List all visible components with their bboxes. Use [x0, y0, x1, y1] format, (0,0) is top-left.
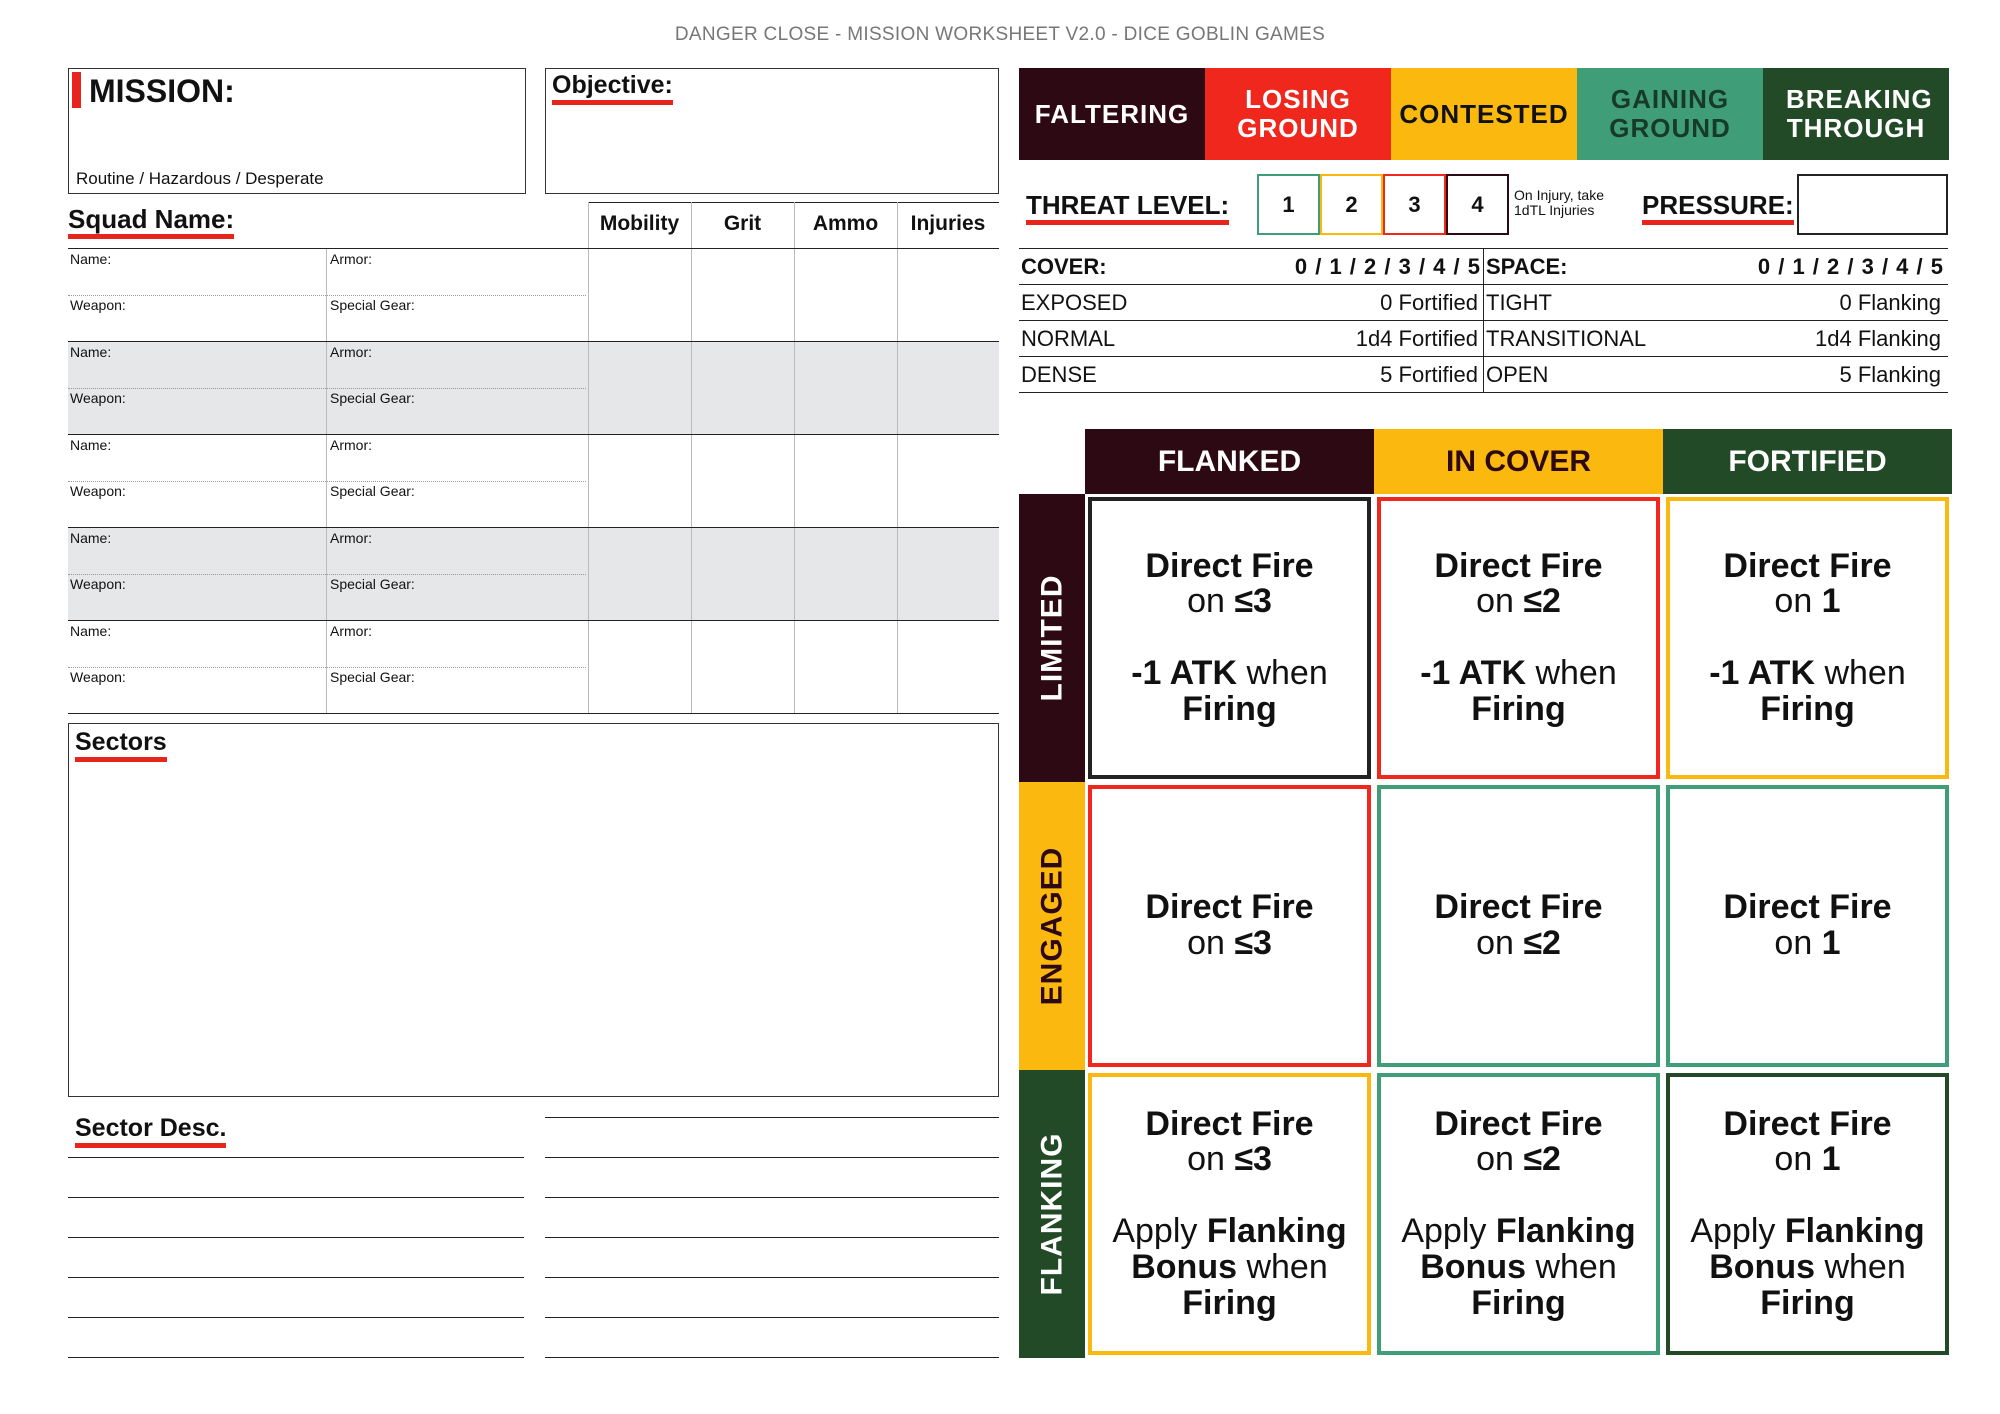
cell-line: [1709, 656, 1906, 692]
cell-text: Flanking: [1495, 1212, 1636, 1251]
name-field-label: Name:: [70, 530, 112, 546]
stat-column-divider: [794, 342, 795, 435]
armor-field-label: Armor:: [330, 623, 372, 639]
mission-label: MISSION:: [89, 73, 235, 109]
space-column: [1484, 248, 1948, 395]
cover-row-value: 0 Fortified: [1380, 290, 1478, 315]
cell-text: Bonus: [1709, 1247, 1816, 1286]
threat-level-box-3[interactable]: [1383, 174, 1446, 235]
cell-text: Direct Fire: [1723, 1104, 1892, 1143]
field-column-divider: [326, 528, 327, 621]
space-row-name: OPEN: [1486, 362, 1549, 387]
stat-column-divider: [588, 528, 589, 621]
space-row-open: [1486, 362, 1941, 388]
cell-line: [1723, 1104, 1892, 1143]
stat-column-divider: [897, 435, 898, 528]
cell-text: Direct Fire: [1145, 546, 1314, 585]
weapon-field-label: Weapon:: [70, 483, 126, 499]
cover-space-table: [1019, 248, 1948, 395]
stat-header-ammo: Ammo: [812, 212, 879, 235]
momentum-state-label: LOSING GROUND: [1237, 84, 1359, 143]
matrix-row-header: [1019, 782, 1085, 1070]
space-line-2: [1484, 320, 1948, 321]
space-row-tight: [1486, 290, 1941, 316]
cell-text: Direct Fire: [1723, 546, 1892, 585]
sector-desc-label: Sector Desc.: [75, 1116, 226, 1148]
sector-desc-line-left[interactable]: [68, 1157, 524, 1158]
cell-text: when: [1526, 1247, 1617, 1286]
cell-line: [1476, 584, 1561, 620]
cell-text: when: [1815, 654, 1906, 692]
field-divider: [68, 388, 586, 389]
cell-line: [1723, 546, 1892, 585]
objective-box[interactable]: [545, 68, 999, 194]
space-row-name: TIGHT: [1486, 290, 1552, 315]
field-divider: [68, 667, 586, 668]
matrix-cell: [1088, 497, 1371, 779]
cell-text: Firing: [1760, 689, 1855, 728]
special-gear-field-label: Special Gear:: [330, 576, 415, 592]
cell-line: [1774, 926, 1840, 962]
squad-name-label: Squad Name:: [68, 206, 234, 239]
name-field-label: Name:: [70, 251, 112, 267]
cell-text: -1 ATK: [1709, 654, 1816, 692]
cell-text: on: [1187, 1140, 1235, 1179]
name-field-label: Name:: [70, 344, 112, 360]
sector-desc-line-right[interactable]: [545, 1237, 999, 1238]
momentum-state-0[interactable]: [1019, 68, 1205, 160]
matrix-row-label: FLANKING: [1035, 1132, 1069, 1296]
stat-column-divider: [794, 435, 795, 528]
threat-level-number: 2: [1345, 191, 1358, 217]
mission-marker: [72, 72, 81, 108]
cover-row-normal: [1021, 326, 1478, 352]
cell-line: [1760, 689, 1855, 728]
cell-text: Flanking: [1206, 1212, 1347, 1251]
cell-text: on: [1476, 924, 1524, 962]
space-row-value: 5 Flanking: [1839, 362, 1941, 387]
stat-column-divider: [794, 621, 795, 714]
armor-field-label: Armor:: [330, 344, 372, 360]
cover-line-2: [1019, 320, 1483, 321]
cell-text: ≤2: [1523, 924, 1561, 962]
stat-column-divider: [588, 621, 589, 714]
cover-row-name: DENSE: [1021, 362, 1097, 387]
cell-text: Apply: [1401, 1212, 1496, 1251]
cell-line: [1774, 1142, 1840, 1178]
cell-line: [1145, 546, 1314, 585]
matrix-column-header: IN COVER: [1374, 429, 1663, 494]
stat-column-divider: [588, 249, 589, 342]
threat-level-number: 3: [1408, 191, 1421, 217]
cell-line: [1434, 1104, 1603, 1143]
space-line-3: [1484, 356, 1948, 357]
matrix-cell: [1377, 497, 1660, 779]
cell-text: -1 ATK: [1420, 654, 1527, 692]
cell-line: [1182, 1283, 1277, 1322]
matrix-row-header: [1019, 1070, 1085, 1358]
cell-line: [1434, 546, 1603, 585]
cover-row-name: EXPOSED: [1021, 290, 1128, 315]
squad-member-row[interactable]: [68, 527, 999, 621]
space-row-value: 1d4 Flanking: [1815, 326, 1941, 351]
cell-line: [1182, 689, 1277, 728]
cell-text: ≤3: [1234, 582, 1272, 621]
cell-line: [1145, 1104, 1314, 1143]
cell-text: when: [1815, 1247, 1906, 1286]
sector-desc-line-left[interactable]: [68, 1357, 524, 1358]
matrix-row-label: LIMITED: [1035, 574, 1068, 702]
momentum-state-label: GAINING GROUND: [1609, 84, 1731, 143]
cell-text: Bonus: [1420, 1247, 1527, 1286]
space-row-value: 0 Flanking: [1839, 290, 1941, 315]
cover-line-1: [1019, 284, 1483, 285]
stat-header-mobility: Mobility: [599, 212, 680, 235]
matrix-cell: [1088, 1073, 1371, 1355]
threat-level-number: 4: [1471, 191, 1484, 217]
stat-column-divider: [691, 528, 692, 621]
sector-desc-line-right[interactable]: [545, 1317, 999, 1318]
cell-text: on: [1476, 1140, 1524, 1179]
squad-member-row[interactable]: [68, 341, 999, 435]
cell-line: [1112, 1214, 1346, 1250]
cell-line: [1131, 656, 1328, 692]
stat-column-divider: [691, 342, 692, 435]
space-header-row: [1486, 254, 1944, 280]
field-column-divider: [326, 435, 327, 528]
sector-desc-line-left[interactable]: [68, 1317, 524, 1318]
threat-level-number: 1: [1282, 191, 1295, 217]
cover-line-4: [1019, 392, 1483, 393]
sector-desc-line-right[interactable]: [545, 1157, 999, 1158]
field-divider: [68, 574, 586, 575]
sector-desc-line-left[interactable]: [68, 1237, 524, 1238]
cover-row-exposed: [1021, 290, 1478, 316]
cell-text: Apply: [1112, 1212, 1207, 1251]
stat-header-divider: [794, 202, 795, 248]
squad-member-row[interactable]: [68, 248, 999, 342]
cell-text: when: [1526, 654, 1617, 692]
cell-text: ≤2: [1523, 1140, 1561, 1179]
cover-row-value: 5 Fortified: [1380, 362, 1478, 387]
cell-text: Direct Fire: [1434, 888, 1603, 927]
cell-line: [1187, 1142, 1272, 1178]
cell-line: [1709, 1247, 1906, 1286]
matrix-row-label: ENGAGED: [1035, 846, 1068, 1006]
cover-column: [1019, 248, 1483, 395]
threat-level-box-2[interactable]: [1320, 174, 1383, 235]
sector-desc-line-right[interactable]: [545, 1357, 999, 1358]
stat-column-divider: [794, 249, 795, 342]
sector-desc-line-right[interactable]: [545, 1197, 999, 1198]
cell-text: on: [1774, 924, 1822, 962]
stat-column-divider: [691, 249, 692, 342]
cell-line: [1774, 584, 1840, 620]
momentum-state-4[interactable]: [1763, 68, 1949, 160]
mission-difficulty[interactable]: Routine / Hazardous / Desperate: [76, 169, 324, 188]
field-divider: [68, 295, 586, 296]
threat-note: On Injury, take 1dTL Injuries: [1514, 187, 1605, 219]
cell-text: on: [1476, 582, 1524, 621]
cell-line: [1476, 926, 1561, 962]
matrix-column-header: FORTIFIED: [1663, 429, 1952, 494]
cell-text: 1: [1821, 582, 1841, 621]
cell-line: [1471, 1283, 1566, 1322]
sector-desc-line-right[interactable]: [545, 1117, 999, 1118]
matrix-column-header: FLANKED: [1085, 429, 1374, 494]
momentum-state-label: CONTESTED: [1399, 98, 1569, 129]
matrix-cell: [1088, 785, 1371, 1067]
page-header: DANGER CLOSE - MISSION WORKSHEET V2.0 - DICE GOBLIN GAMES: [674, 24, 1326, 45]
cell-text: Firing: [1471, 689, 1566, 728]
matrix-cell: [1666, 785, 1949, 1067]
cell-line: [1401, 1214, 1635, 1250]
cover-line-3: [1019, 356, 1483, 357]
cell-text: when: [1237, 1247, 1328, 1286]
cell-text: -1 ATK: [1131, 654, 1238, 692]
pressure-label: PRESSURE:: [1642, 192, 1794, 225]
cell-text: Direct Fire: [1723, 888, 1892, 927]
momentum-state-3[interactable]: [1577, 68, 1763, 160]
stat-column-divider: [897, 621, 898, 714]
threat-level-box-1[interactable]: [1257, 174, 1320, 235]
field-divider: [68, 481, 586, 482]
stat-column-divider: [897, 249, 898, 342]
cell-line: [1187, 926, 1272, 962]
name-field-label: Name:: [70, 623, 112, 639]
cell-text: ≤3: [1234, 924, 1272, 962]
special-gear-field-label: Special Gear:: [330, 669, 415, 685]
mission-box[interactable]: [68, 68, 526, 194]
sector-desc-line-left[interactable]: [68, 1277, 524, 1278]
special-gear-field-label: Special Gear:: [330, 390, 415, 406]
cover-header: COVER:: [1021, 254, 1107, 279]
stat-column-divider: [897, 528, 898, 621]
field-column-divider: [326, 249, 327, 342]
cell-text: when: [1237, 654, 1328, 692]
cell-line: [1760, 1283, 1855, 1322]
armor-field-label: Armor:: [330, 437, 372, 453]
cell-text: Bonus: [1131, 1247, 1238, 1286]
cell-line: [1690, 1214, 1924, 1250]
sector-desc-line-right[interactable]: [545, 1277, 999, 1278]
cover-header-row: [1021, 254, 1481, 280]
sectors-box[interactable]: [68, 723, 999, 1097]
space-line-1: [1484, 284, 1948, 285]
threat-level-label: THREAT LEVEL:: [1026, 192, 1229, 225]
weapon-field-label: Weapon:: [70, 576, 126, 592]
cell-line: [1145, 890, 1313, 926]
cell-line: [1476, 1142, 1561, 1178]
cell-line: [1187, 584, 1272, 620]
momentum-state-2[interactable]: [1391, 68, 1577, 160]
sector-desc-line-left[interactable]: [68, 1197, 524, 1198]
matrix-cell: [1666, 497, 1949, 779]
stat-header-divider: [897, 202, 898, 248]
roster-bottom-line: [68, 713, 999, 714]
stat-header-divider: [691, 202, 692, 248]
cell-text: Flanking: [1784, 1212, 1925, 1251]
armor-field-label: Armor:: [330, 251, 372, 267]
squad-member-row[interactable]: [68, 434, 999, 528]
cell-text: Direct Fire: [1145, 1104, 1314, 1143]
cell-line: [1420, 1247, 1617, 1286]
cell-text: Firing: [1182, 1283, 1277, 1322]
cell-text: ≤2: [1523, 582, 1561, 621]
cell-text: on: [1774, 1140, 1822, 1179]
stat-column-divider: [691, 435, 692, 528]
cell-line: [1723, 890, 1891, 926]
matrix-cell: [1666, 1073, 1949, 1355]
cell-text: Direct Fire: [1434, 546, 1603, 585]
weapon-field-label: Weapon:: [70, 297, 126, 313]
name-field-label: Name:: [70, 437, 112, 453]
weapon-field-label: Weapon:: [70, 669, 126, 685]
stat-header-divider: [588, 202, 589, 248]
sectors-label: Sectors: [75, 730, 167, 762]
cell-text: 1: [1821, 924, 1841, 962]
cover-scale[interactable]: 0 / 1 / 2 / 3 / 4 / 5: [1294, 254, 1481, 279]
cell-text: on: [1187, 582, 1235, 621]
special-gear-field-label: Special Gear:: [330, 483, 415, 499]
objective-label: Objective:: [552, 73, 673, 105]
cell-line: [1434, 890, 1602, 926]
cell-line: [1420, 656, 1617, 692]
space-scale[interactable]: 0 / 1 / 2 / 3 / 4 / 5: [1757, 254, 1944, 279]
stat-column-divider: [691, 621, 692, 714]
matrix-row-header: [1019, 494, 1085, 782]
cover-row-dense: [1021, 362, 1478, 388]
stat-column-divider: [588, 435, 589, 528]
cell-line: [1471, 689, 1566, 728]
cover-row-name: NORMAL: [1021, 326, 1116, 351]
cell-text: Apply: [1690, 1212, 1785, 1251]
cell-text: on: [1774, 582, 1822, 621]
cell-line: [1131, 1247, 1328, 1286]
cell-text: Direct Fire: [1434, 1104, 1603, 1143]
space-header: SPACE:: [1486, 254, 1568, 279]
cover-row-value: 1d4 Fortified: [1355, 326, 1478, 351]
stat-column-divider: [897, 342, 898, 435]
threat-level-box-4[interactable]: [1446, 174, 1509, 235]
stat-column-divider: [588, 342, 589, 435]
stat-header-injuries: Injuries: [910, 212, 986, 235]
cell-text: on: [1187, 924, 1235, 962]
momentum-state-label: BREAKING THROUGH: [1786, 84, 1933, 143]
pressure-field[interactable]: [1797, 174, 1948, 235]
stat-column-divider: [794, 528, 795, 621]
stat-header-grit: Grit: [723, 212, 762, 235]
cell-text: Firing: [1182, 689, 1277, 728]
squad-member-row[interactable]: [68, 620, 999, 714]
cell-text: ≤3: [1234, 1140, 1272, 1179]
momentum-state-label: FALTERING: [1034, 98, 1190, 129]
space-row-transitional: [1486, 326, 1941, 352]
cell-text: Firing: [1471, 1283, 1566, 1322]
matrix-cell: [1377, 1073, 1660, 1355]
special-gear-field-label: Special Gear:: [330, 297, 415, 313]
space-line-4: [1484, 392, 1948, 393]
space-row-name: TRANSITIONAL: [1486, 326, 1647, 351]
momentum-state-1[interactable]: [1205, 68, 1391, 160]
matrix-cell: [1377, 785, 1660, 1067]
cell-text: 1: [1821, 1140, 1841, 1179]
field-column-divider: [326, 342, 327, 435]
cell-text: Firing: [1760, 1283, 1855, 1322]
cell-text: Direct Fire: [1145, 888, 1314, 927]
weapon-field-label: Weapon:: [70, 390, 126, 406]
armor-field-label: Armor:: [330, 530, 372, 546]
field-column-divider: [326, 621, 327, 714]
